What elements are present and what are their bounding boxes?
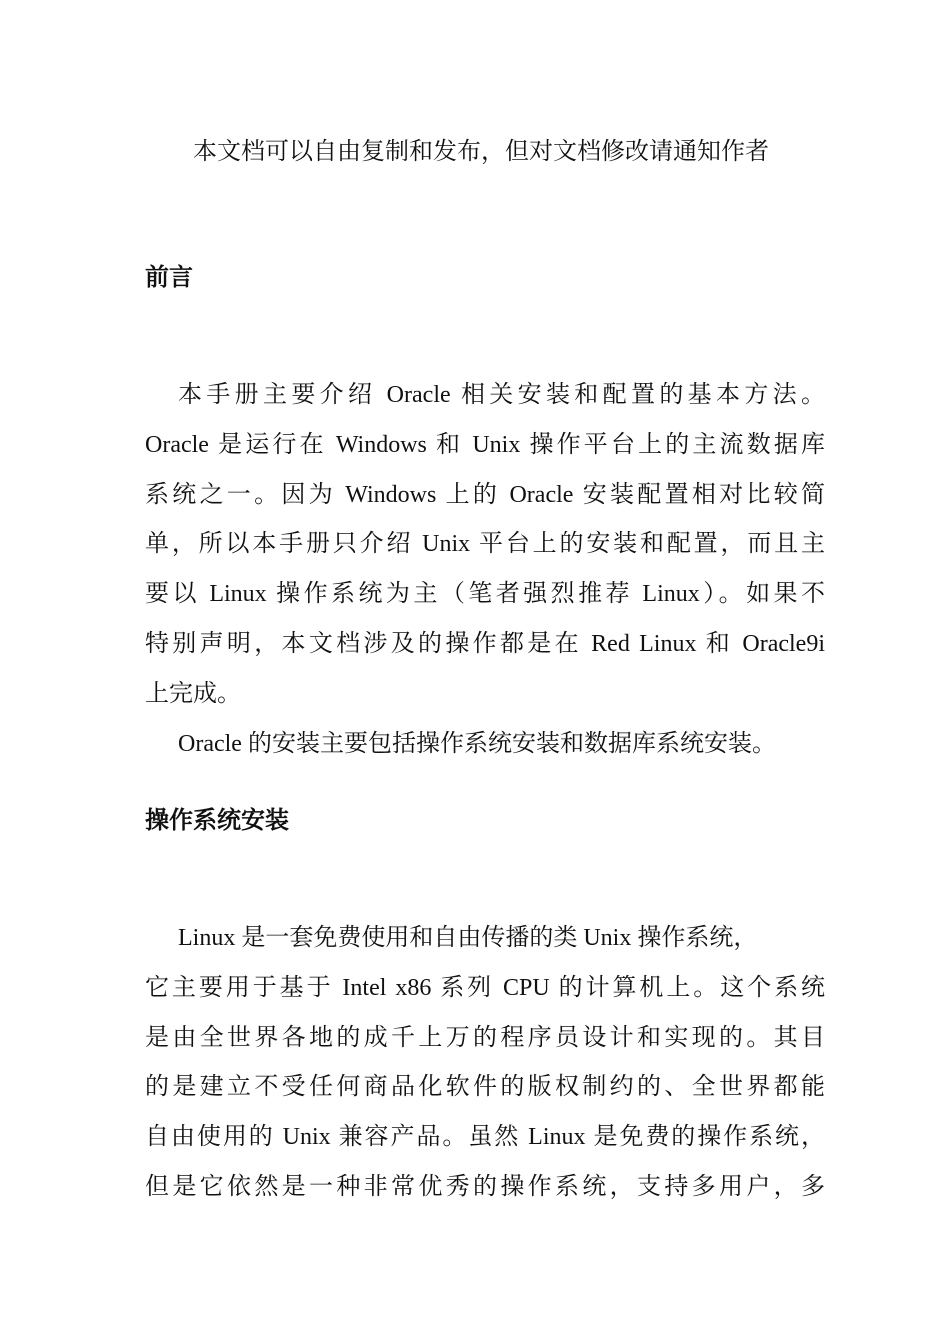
paragraph-line: 特别声明，本文档涉及的操作都是在 Red Linux 和 Oracle9i	[145, 630, 825, 657]
paragraph-line: 上完成。	[145, 680, 241, 707]
paragraph-line: 的是建立不受任何商品化软件的版权制约的、全世界都能	[145, 1074, 825, 1101]
paragraph-line: 系统之一。因为 Windows 上的 Oracle 安装配置相对比较简	[145, 481, 825, 508]
paragraph-line: 但是它依然是一种非常优秀的操作系统，支持多用户，多	[145, 1173, 825, 1200]
paragraph-line: Oracle 的安装主要包括操作系统安装和数据库系统安装。	[178, 731, 776, 757]
paragraph-line: 自由使用的 Unix 兼容产品。虽然 Linux 是免费的操作系统，	[145, 1124, 825, 1151]
preface-paragraph-2	[145, 720, 825, 770]
heading-preface: 前言	[145, 265, 193, 291]
heading-os-install: 操作系统安装	[145, 808, 289, 834]
paragraph-line: 要以 Linux 操作系统为主（笔者强烈推荐 Linux）。如果不	[145, 581, 825, 608]
paragraph-line: 是由全世界各地的成千上万的程序员设计和实现的。其目	[145, 1024, 825, 1051]
preface-paragraph-1	[145, 371, 825, 720]
paragraph-line: Oracle 是运行在 Windows 和 Unix 操作平台上的主流数据库	[145, 431, 825, 458]
copyright-notice: 本文档可以自由复制和发布，但对文档修改请通知作者	[193, 139, 769, 165]
paragraph-line: 单，所以本手册只介绍 Unix 平台上的安装和配置，而且主	[145, 531, 825, 558]
paragraph-line: Linux 是一套免费使用和自由传播的类 Unix 操作系统，	[178, 925, 758, 951]
paragraph-line: 它主要用于基于 Intel x86 系列 CPU 的计算机上。这个系统	[145, 974, 825, 1001]
os-install-paragraph	[145, 914, 825, 1213]
paragraph-line: 本手册主要介绍 Oracle 相关安装和配置的基本方法。	[178, 382, 825, 408]
